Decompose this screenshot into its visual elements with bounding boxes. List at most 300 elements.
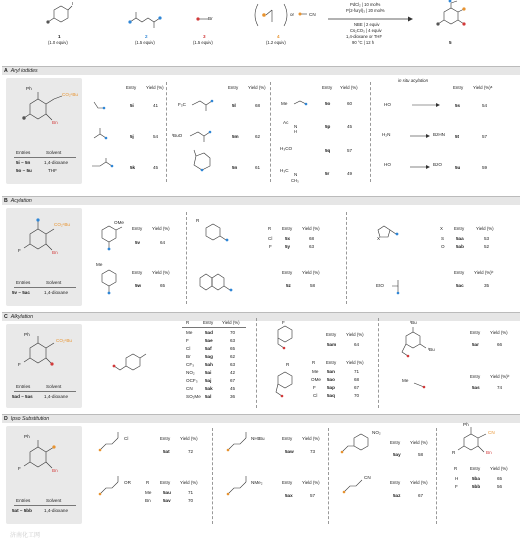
section-b-col2-yield-head: Yield (%) — [302, 226, 320, 231]
section-d-5ay-entry: 5ay — [393, 452, 401, 457]
section-d-5ba-bn: Bn — [486, 450, 492, 455]
section-c-row-r: SO₂Me — [186, 394, 201, 399]
section-d-5aw-label: NHtBu — [251, 436, 265, 441]
section-a-col1-divider — [166, 82, 167, 182]
section-a-5s-yield: 54 — [482, 103, 488, 108]
section-b-5w-label: Me — [96, 262, 103, 267]
arrow-5s — [412, 102, 442, 108]
section-c-row-yield: 42 — [230, 370, 236, 375]
section-c-col3b-entry-head: Entry — [470, 374, 481, 379]
section-d-col3-divider — [436, 428, 437, 524]
section-c-5an-label: R — [286, 362, 290, 367]
section-a-5t-reagent: H₂N — [382, 132, 391, 137]
section-a-5u-yield: 59 — [482, 165, 488, 170]
di-tbutyl-benzyl-structure — [394, 326, 430, 366]
section-c-row-yield: 63 — [230, 362, 236, 367]
section-d-col4-entry-head: Entry — [470, 466, 481, 471]
section-a-name: Aryl iodides — [10, 68, 38, 74]
section-a-5j-entry: 5j — [130, 134, 134, 139]
section-a-ph-label: Ph — [26, 86, 32, 91]
section-c-5as-entry: 5as — [472, 385, 480, 390]
reagent-1-atom: I — [72, 1, 74, 6]
section-a-5i-entry: 5i — [130, 103, 134, 108]
anisoyl-structure — [96, 224, 126, 254]
section-c-row-yield: 65 — [230, 346, 236, 351]
section-d-5ba-r-label: R — [452, 450, 456, 455]
condition-base: Cs₂CO₃ | 4 equiv — [350, 28, 382, 33]
section-c-row-r: F — [186, 338, 189, 343]
section-d-col1b-yield-head: Yield (%) — [180, 480, 198, 485]
section-a-5p-n: N — [294, 124, 298, 129]
section-d-5av-r: Bn — [145, 498, 151, 503]
reagent-4-equiv: (1.2 equiv) — [266, 40, 286, 45]
section-c-row-yield: 63 — [230, 338, 236, 343]
section-c-box-divider — [14, 391, 76, 392]
section-a-5l-label: F₃C — [178, 102, 186, 107]
section-a-5t-label: BzHN — [433, 132, 445, 137]
section-c-5as-label: Me — [402, 378, 409, 383]
condition-catalyst: PdCl₂ | 10 mol% — [350, 2, 381, 7]
section-d-5ba-yield: 65 — [497, 476, 503, 481]
section-d-col1b-entry-head: Entry — [160, 480, 171, 485]
section-c-box-row1-entries: 5ad – 5as — [12, 394, 33, 399]
section-c-5an-entry: 5an — [327, 369, 335, 374]
section-d-core-structure — [10, 432, 80, 492]
section-c-row-entry: 5ae — [205, 338, 213, 343]
ortho-fluorobenzyl-structure — [272, 326, 302, 350]
ethoxycarbonyl-structure — [390, 278, 410, 294]
section-b-box-row1-solvent: 1,4-dioxane — [44, 290, 69, 295]
section-a-col2-yield-head: Yield (%) — [248, 85, 266, 90]
section-b-col1b-entry-head: Entry — [132, 270, 143, 275]
section-c-box-row1-solvent: 1,4-dioxane — [44, 394, 69, 399]
section-d-conditions-box — [6, 426, 82, 524]
section-b-col1-divider — [186, 212, 187, 304]
section-b-5x-entry: 5x — [285, 236, 291, 241]
cyanobenzophenone-structure — [446, 424, 506, 468]
section-a-insitu-label: in situ acylation — [398, 78, 429, 83]
section-d-box-divider — [14, 505, 76, 506]
para-benzyl-structure — [112, 346, 172, 376]
section-b-col3-x-head: X — [440, 226, 443, 231]
section-c-5ar-yield: 66 — [497, 342, 503, 347]
section-d-col1-entry-head: Entry — [160, 436, 171, 441]
section-c-solvent-head: Solvent — [46, 384, 62, 389]
section-d-col4-yield-head: Yield (%) — [490, 466, 508, 471]
section-d-5ax-entry: 5ax — [285, 493, 293, 498]
section-a-5o-entry: 5o — [325, 101, 331, 106]
section-d-col1-divider — [212, 428, 213, 524]
section-c-col2-divider — [378, 318, 379, 408]
section-b-5v-entry: 5v — [135, 240, 141, 245]
section-b-box-row1-entries: 5v – 5ac — [12, 290, 30, 295]
section-d-col4-r-head: R — [454, 466, 458, 471]
reagent-3-structure — [196, 14, 216, 24]
section-b-5ac-yield: 35 — [484, 283, 490, 288]
section-c-row-entry: 5aj — [205, 378, 212, 383]
ethyl-structure — [412, 380, 432, 390]
section-c-col1-divider — [256, 318, 257, 408]
section-b-5x-yield: 68 — [309, 236, 315, 241]
section-c-5ap-r: F — [313, 385, 316, 390]
section-a-col4-yield-head: Yield (%)ᵃ — [473, 85, 493, 90]
section-d-5at-entry: 5at — [163, 449, 170, 454]
section-c-col3-yield-head: Yield (%) — [490, 330, 508, 335]
section-b-col1b-yield-head: Yield (%) — [152, 270, 170, 275]
section-a-5r-entry: 5r — [325, 171, 330, 176]
section-c-5ao-yield: 68 — [354, 377, 360, 382]
piperidinone-structure — [188, 152, 218, 178]
section-a-5m-yield: 62 — [255, 134, 261, 139]
section-d-5ba-r: H — [455, 476, 459, 481]
section-b-title — [2, 196, 520, 205]
section-a-5l-entry: 5l — [232, 103, 236, 108]
section-d-col1b-r-head: R — [146, 480, 150, 485]
section-a-conditions-box — [6, 78, 82, 184]
reagent-2-equiv: (1.5 equiv) — [135, 40, 155, 45]
section-d-5bb-entry: 5bb — [472, 484, 481, 489]
section-c-col2b-yield-head: Yield (%) — [346, 360, 364, 365]
section-c-row-r: NO₂ — [186, 370, 195, 375]
section-d-col2-divider — [328, 428, 329, 524]
section-a-5q-yield: 57 — [347, 148, 353, 153]
arrow-5u — [410, 164, 432, 170]
section-d-col2-yield-head: Yield (%) — [302, 436, 320, 441]
section-d-name: Ipso Substitution — [10, 416, 50, 422]
aldehyde-structure — [92, 98, 112, 114]
section-c-5am-yield: 64 — [354, 342, 360, 347]
section-a-5n-yield: 61 — [255, 165, 261, 170]
reagent-2-number: 2 — [145, 34, 148, 39]
section-b-5aa-yield: 53 — [484, 236, 490, 241]
section-a-5s-entry: 5s — [455, 103, 461, 108]
section-b-entries-head: Entries — [16, 280, 31, 285]
section-a-5n-entry: 5n — [232, 165, 238, 170]
section-a-col2-entry-head: Entry — [228, 85, 239, 90]
section-a-5p-yield: 45 — [347, 124, 353, 129]
section-c-ester-label: CO₂ⁿBu — [56, 338, 72, 343]
section-d-5az-yield: 67 — [418, 493, 424, 498]
section-d-5av-entry: 5av — [163, 498, 171, 503]
section-b-col3b-entry-head: Entry — [454, 270, 465, 275]
section-d-5ay-label: NO₂ — [372, 430, 381, 435]
section-c-col1-entry-head: Entry — [203, 320, 214, 325]
section-b-5aa-label: X — [377, 236, 381, 241]
section-b-5v-label: OMe — [114, 220, 124, 225]
section-d-5at-label: Cl — [124, 436, 129, 441]
section-a-box-row2-entries: 5o – 5u — [16, 168, 32, 173]
section-c-row-yield: 62 — [230, 354, 236, 359]
ester-structure — [90, 158, 120, 174]
section-c-5ar-label-top: ᵗBu — [410, 320, 417, 325]
section-c-5aq-yield: 70 — [354, 393, 360, 398]
section-d-solvent-head: Solvent — [46, 498, 62, 503]
section-d-5aw-entry: 5aw — [285, 449, 294, 454]
heteroaroyl-structure — [372, 222, 404, 246]
methyl-ketone-structure — [92, 128, 112, 144]
section-d-letter: D — [4, 416, 8, 422]
section-a-5q-label: H₃CO — [280, 146, 293, 151]
section-c-col1-r-head: R — [186, 320, 190, 325]
section-b-col1-yield-head: Yield (%) — [152, 226, 170, 231]
section-c-5aq-entry: 5aq — [327, 393, 335, 398]
section-d-5az-entry: 5az — [393, 493, 401, 498]
section-d-5ba-label: CN — [488, 430, 495, 435]
section-b-5y-yield: 63 — [309, 244, 315, 249]
section-c-col1-head-rule — [182, 327, 246, 328]
section-b-col3-entry-head: Entry — [454, 226, 465, 231]
meta-benzyl-structure — [272, 372, 302, 402]
section-c-5ap-entry: 5ap — [327, 385, 335, 390]
section-d-5ba-ph: Ph — [463, 422, 469, 427]
section-a-col4-entry-head: Entry — [453, 85, 464, 90]
section-d-entries-head: Entries — [16, 498, 31, 503]
section-d-5ax-label: NMe₂ — [251, 480, 263, 485]
section-a-5r-yield: 49 — [347, 171, 353, 176]
section-d-5au-r: Me — [145, 490, 152, 495]
section-c-row-yield: 70 — [230, 330, 236, 335]
section-c-row-yield: 67 — [230, 378, 236, 383]
section-c-5an-yield: 71 — [354, 369, 360, 374]
section-c-5ar-label-bottom: ᵗBu — [428, 347, 435, 352]
section-a-box-row1-entries: 5i – 5n — [16, 160, 31, 165]
section-b-letter: B — [4, 198, 8, 204]
section-b-bn-label: Bn — [52, 250, 58, 255]
section-c-5as-yield: 74 — [497, 385, 503, 390]
section-b-5z-yield: 58 — [310, 283, 316, 288]
reagent-4-number: 4 — [277, 34, 280, 39]
section-d-5au-yield: 71 — [188, 490, 194, 495]
reagent-4-cn: CN — [309, 12, 316, 17]
section-d-5at-yield: 72 — [188, 449, 194, 454]
section-d-box-row1-solvent: 1,4-dioxane — [44, 508, 69, 513]
section-d-5bb-r: F — [455, 484, 458, 489]
section-a-solvent-head: Solvent — [46, 150, 62, 155]
section-b-col2-entry-head: Entry — [282, 226, 293, 231]
section-b-5y-entry: 5y — [285, 244, 291, 249]
reagent-1-structure — [44, 4, 74, 26]
section-b-col2-r-head: R — [268, 226, 272, 231]
section-b-5aa-entry: 5aa — [456, 236, 464, 241]
reagent-3-equiv: (1.5 equiv) — [193, 40, 213, 45]
section-b-5y-r: F — [269, 244, 272, 249]
reagent-3-number: 3 — [203, 34, 206, 39]
section-c-row-r: Me — [186, 330, 193, 335]
section-b-5w-entry: 5w — [135, 283, 142, 288]
section-a-5k-entry: 5k — [130, 165, 136, 170]
watermark: 济南化工网 — [10, 533, 41, 539]
section-a-5l-yield: 68 — [255, 103, 261, 108]
section-a-5r-label: H₃C — [280, 168, 289, 173]
section-d-col1-yield-head: Yield (%) — [180, 436, 198, 441]
section-d-5ay-yield: 58 — [418, 452, 424, 457]
section-d-col2-entry-head: Entry — [282, 436, 293, 441]
section-c-row-r: Br — [186, 354, 191, 359]
para-benzoyl-structure — [198, 222, 234, 246]
section-c-col3b-yield-head: Yield (%)ᵇ — [490, 374, 510, 379]
section-c-row-r: CN — [186, 386, 193, 391]
section-c-row-r: CF₃ — [186, 362, 194, 367]
section-b-5ab-x: O — [441, 244, 445, 249]
section-b-5w-yield: 65 — [160, 283, 166, 288]
section-c-row-entry: 5ad — [205, 330, 213, 335]
section-a-5r-n: N — [294, 172, 298, 177]
ethyl-acyl-structure — [292, 98, 310, 110]
section-b-5ac-label: EtO — [376, 283, 384, 288]
section-b-5z-entry: 5z — [286, 283, 291, 288]
section-b-5ab-entry: 5ab — [456, 244, 464, 249]
section-a-5k-yield: 45 — [153, 165, 159, 170]
section-b-name: Acylation — [10, 198, 32, 204]
section-a-5p-entry: 5p — [325, 124, 331, 129]
section-c-entries-head: Entries — [16, 384, 31, 389]
section-c-row-entry: 5al — [205, 394, 212, 399]
section-b-5v-yield: 64 — [160, 240, 166, 245]
section-d-5bb-yield: 56 — [497, 484, 503, 489]
section-b-ester-label: CO₂ⁿBu — [54, 222, 70, 227]
section-d-f-label: F — [18, 466, 21, 471]
section-a-box-divider — [14, 157, 76, 158]
tbutyl-ester-structure — [188, 128, 218, 144]
section-d-ph-label: Ph — [24, 434, 30, 439]
section-d-col3-yield-head: Yield (%) — [410, 440, 428, 445]
section-d-box-row1-entries: 5at – 5bb — [12, 508, 32, 513]
section-a-5t-entry: 5t — [455, 134, 460, 139]
section-c-col3-entry-head: Entry — [470, 330, 481, 335]
section-c-row-entry: 5ak — [205, 386, 213, 391]
section-c-col2b-entry-head: Entry — [326, 360, 337, 365]
section-c-5ap-yield: 67 — [354, 385, 360, 390]
section-b-5ab-yield: 52 — [484, 244, 490, 249]
section-d-title — [2, 414, 520, 423]
section-c-conditions-box — [6, 324, 82, 408]
section-d-5au-entry: 5au — [163, 490, 171, 495]
section-d-5au-label: OR — [124, 480, 131, 485]
section-c-row-yield: 36 — [230, 394, 236, 399]
section-a-col3-yield-head: Yield (%) — [340, 85, 358, 90]
section-a-5j-yield: 54 — [153, 134, 159, 139]
section-b-5x-r: Cl — [268, 236, 273, 241]
section-a-entries-head: Entries — [16, 150, 31, 155]
section-c-5am-label: F — [282, 320, 285, 325]
section-c-5am-entry: 5am — [327, 342, 337, 347]
condition-solvent: 1,4-dioxane or THF — [346, 34, 382, 39]
section-c-5aq-r: Cl — [313, 393, 318, 398]
section-d-col3b-yield-head: Yield (%) — [410, 480, 428, 485]
section-c-5ao-entry: 5ao — [327, 377, 335, 382]
section-c-col2-entry-head: Entry — [326, 332, 337, 337]
section-b-col1-entry-head: Entry — [132, 226, 143, 231]
section-a-5o-label: Me — [281, 101, 288, 106]
section-a-letter: A — [4, 68, 8, 74]
section-c-row-r: OCF₃ — [186, 378, 198, 383]
section-c-row-entry: 5ah — [205, 362, 213, 367]
section-b-col2b-yield-head: Yield (%) — [302, 270, 320, 275]
reagent-4-or: or — [290, 12, 295, 17]
section-d-col2b-entry-head: Entry — [282, 480, 293, 485]
section-c-col2b-r-head: R — [312, 360, 316, 365]
section-a-ester-label: CO₂ⁿBu — [62, 92, 78, 97]
section-c-row-yield: 45 — [230, 386, 236, 391]
section-a-5u-entry: 5u — [455, 165, 461, 170]
section-d-col3b-entry-head: Entry — [390, 480, 401, 485]
section-b-f-label: F — [18, 248, 21, 253]
section-a-col2-divider — [270, 82, 271, 182]
section-c-letter: C — [4, 314, 8, 320]
section-a-5i-yield: 41 — [153, 103, 159, 108]
reagent-2-structure — [128, 10, 168, 30]
section-a-col3-divider — [370, 82, 371, 182]
section-a-bn-label: Bn — [52, 120, 58, 125]
section-a-5r-ch3: CH₃ — [291, 178, 299, 183]
section-b-5x-label: R — [196, 218, 200, 223]
section-c-name: Alkylation — [10, 314, 33, 320]
section-c-col1-yield-head: Yield (%) — [222, 320, 240, 325]
section-a-col1-entry-head: Entry — [126, 85, 137, 90]
section-c-row-entry: 5ag — [205, 354, 213, 359]
section-a-5o-yield: 60 — [347, 101, 353, 106]
section-a-box-row1-solvent: 1,4-dioxane — [44, 160, 69, 165]
section-c-core-structure — [10, 328, 80, 384]
section-a-5u-reagent: HO — [384, 162, 391, 167]
section-b-col2-divider — [346, 212, 347, 304]
section-d-5aw-yield: 73 — [310, 449, 316, 454]
reagent-3-atom: Br — [208, 16, 213, 21]
section-c-5an-r: Me — [312, 369, 319, 374]
section-a-box-row2-solvent: THF — [48, 168, 57, 173]
section-a-5m-entry: 5m — [232, 134, 239, 139]
section-d-5ax-yield: 57 — [310, 493, 316, 498]
section-d-5av-yield: 70 — [188, 498, 194, 503]
section-c-5ao-r: OMe — [311, 377, 321, 382]
reagent-1-equiv: (1.0 equiv) — [48, 40, 68, 45]
section-d-bn-label: Bn — [52, 468, 58, 473]
section-b-5ac-entry: 5ac — [456, 283, 464, 288]
section-b-5aa-x: S — [441, 236, 445, 241]
section-a-5p-h: H — [294, 129, 298, 134]
condition-temp-time: 90 °C | 12 h — [352, 40, 375, 45]
section-c-row-entry: 5ai — [205, 370, 212, 375]
section-d-col2b-yield-head: Yield (%) — [302, 480, 320, 485]
section-a-5m-label: ᵗBuO — [172, 133, 183, 138]
section-a-5u-label: BzO — [433, 162, 442, 167]
condition-nbe: NBE | 2 equiv — [354, 22, 380, 27]
arrow-5t — [410, 133, 432, 139]
section-a-5t-yield: 57 — [482, 134, 488, 139]
section-c-ph-label: Ph — [24, 332, 30, 337]
section-c-title — [2, 312, 520, 321]
section-d-col3-entry-head: Entry — [390, 440, 401, 445]
trifluoroethyl-ester-structure — [190, 97, 220, 113]
section-d-5ba-entry: 5ba — [472, 476, 480, 481]
section-c-row-r: Cl — [186, 346, 191, 351]
section-c-col2-yield-head: Yield (%) — [346, 332, 364, 337]
naphthoyl-structure — [196, 272, 240, 294]
section-a-title — [2, 66, 520, 75]
section-a-5s-label: HO — [384, 102, 391, 107]
section-a-5q-entry: 5q — [325, 148, 331, 153]
section-a-col1-yield-head: Yield (%) — [146, 85, 164, 90]
section-b-col2b-entry-head: Entry — [282, 270, 293, 275]
section-a-5p-label: Ac — [283, 120, 289, 125]
section-b-conditions-box — [6, 208, 82, 306]
toluoyl-structure — [96, 268, 126, 298]
section-c-f-label: F — [18, 362, 21, 367]
section-b-box-divider — [14, 287, 76, 288]
section-b-col3-yield-head: Yield (%) — [476, 226, 494, 231]
section-b-col3b-yield-head: Yield (%)ᵇ — [474, 270, 494, 275]
section-a-col3-entry-head: Entry — [322, 85, 333, 90]
